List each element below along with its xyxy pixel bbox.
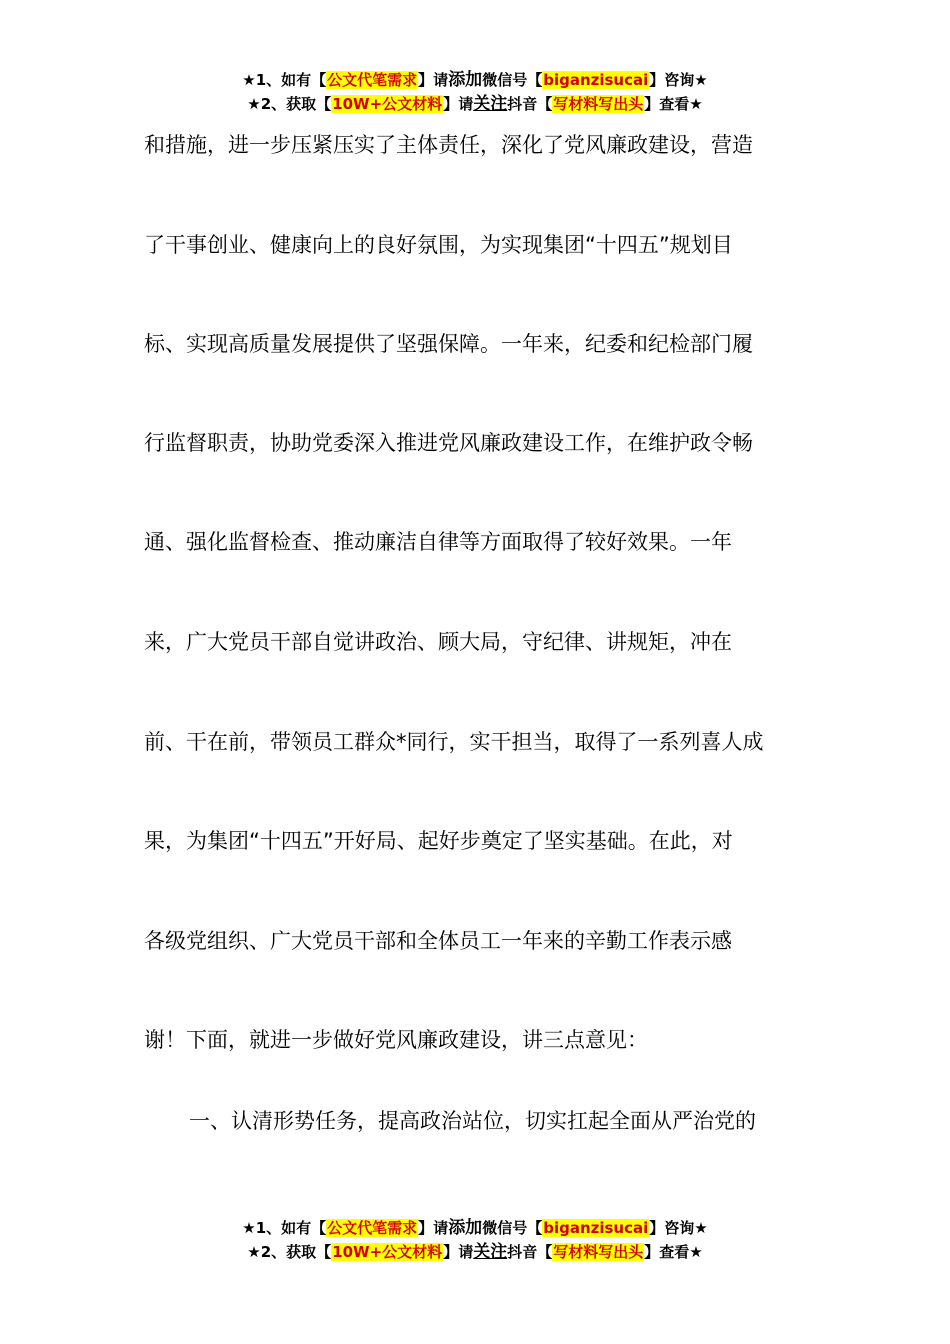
body-line: 果，为集团“十四五”开好局、起好步奠定了坚实基础。在此，对 — [144, 829, 733, 853]
promo-line-2: ★2、获取【10W+公文材料】请关注抖音【写材料写出头】查看★ — [247, 94, 703, 114]
highlight-materials: 10W+公文材料 — [332, 1243, 443, 1261]
promo-line-1: ★1、如有【公文代笔需求】请添加微信号【biganzisucai】咨询★ — [242, 70, 708, 90]
emphasis-add: 添加 — [448, 1218, 483, 1238]
body-line: 来，广大党员干部自觉讲政治、顾大局，守纪律、讲规矩，冲在 — [144, 630, 732, 654]
body-line: 通、强化监督检查、推动廉洁自律等方面取得了较好效果。一年 — [144, 530, 732, 554]
promo-line-2: ★2、获取【10W+公文材料】请关注抖音【写材料写出头】查看★ — [247, 1242, 703, 1262]
highlight-wechat-id: biganzisucai — [543, 1219, 649, 1237]
emphasis-add: 添加 — [448, 70, 483, 90]
body-line: 标、实现高质量发展提供了坚强保障。一年来，纪委和纪检部门履 — [144, 332, 753, 356]
highlight-douyin-account: 写材料写出头 — [553, 1243, 644, 1261]
body-line: 了干事创业、健康向上的良好氛围，为实现集团“十四五”规划目 — [144, 233, 733, 257]
body-line: 行监督职责，协助党委深入推进党风廉政建设工作，在维护政令畅 — [144, 431, 753, 455]
highlight-materials: 10W+公文材料 — [332, 95, 443, 113]
highlight-service: 公文代笔需求 — [327, 1219, 418, 1237]
section-heading-line: 一、认清形势任务，提高政治站位，切实扛起全面从严治党的 — [189, 1109, 756, 1133]
body-line: 和措施，进一步压紧压实了主体责任，深化了党风廉政建设，营造 — [144, 133, 753, 157]
body-line: 谢！下面，就进一步做好党风廉政建设，讲三点意见： — [144, 1028, 648, 1052]
emphasis-follow: 关注 — [473, 1242, 508, 1262]
highlight-service: 公文代笔需求 — [327, 71, 418, 89]
promo-line-1: ★1、如有【公文代笔需求】请添加微信号【biganzisucai】咨询★ — [242, 1218, 708, 1238]
highlight-wechat-id: biganzisucai — [543, 71, 649, 89]
highlight-douyin-account: 写材料写出头 — [553, 95, 644, 113]
body-line: 各级党组织、广大党员干部和全体员工一年来的辛勤工作表示感 — [144, 929, 732, 953]
body-line: 前、干在前，带领员工群众*同行，实干担当，取得了一系列喜人成 — [144, 730, 764, 754]
emphasis-follow: 关注 — [473, 94, 508, 114]
header-promo-banner — [0, 68, 950, 116]
footer-promo-banner — [0, 1216, 950, 1264]
